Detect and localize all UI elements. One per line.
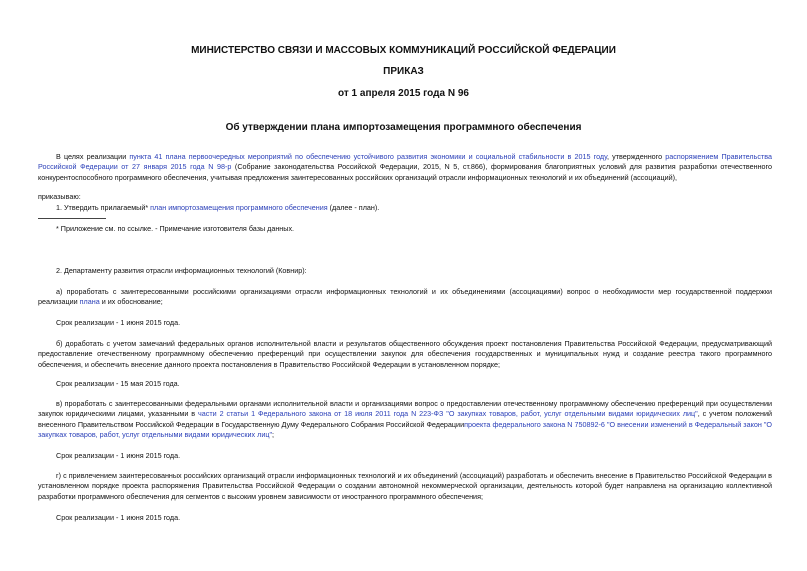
item-v-text-1: в) проработать с заинтересованными федеральными органами исполнительной власти и организациями вопрос о предоставлении отечественному программному обеспечению преференций при осуществлении закупок юридическими лицами, указанными в (38, 399, 772, 419)
item-b-paragraph: б) доработать с учетом замечаний федеральных органов исполнительной власти и результатов общественного обсуждения проект постановления Правительства Российской Федерации, предусматривающий предоставление отечественному программному обеспечению преференций при осуществлении закупок для обеспечения государственных и муниципальных нужд и создание реестра такого программного обеспечения, и обеспечить внесение данного проекта постановления в Правительство Российской Федерации в установленном порядке; (38, 339, 772, 369)
ministry-heading: МИНИСТЕРСТВО СВЯЗИ И МАССОВЫХ КОММУНИКАЦИЙ РОССИЙСКОЙ ФЕДЕРАЦИИ (191, 45, 616, 56)
preamble-paragraph (38, 152, 772, 183)
link-government-order-98r[interactable]: распоряжением Правительства Российской Федерации от 27 января 2015 года N 98-р (38, 152, 772, 172)
preamble-text-2: , утвержденного (606, 152, 666, 161)
footnote-divider (38, 218, 106, 219)
item-v-paragraph (38, 399, 772, 440)
doc-type-heading: ПРИКАЗ (383, 66, 424, 77)
deadline-b: Срок реализации - 15 мая 2015 года. (56, 379, 180, 388)
item-v-text-3: ; (272, 429, 275, 439)
item-a-paragraph (38, 287, 772, 308)
link-federal-law-223fz[interactable]: части 2 статьи 1 Федерального закона от 18 июля 2011 года N 223-ФЗ "О закупках товаров, работ, услуг отдельными видами юридических лиц" (198, 409, 698, 419)
link-plan[interactable]: плана (79, 297, 100, 307)
item-a-text-2: и их обоснование; (99, 297, 163, 307)
preamble-text-3: (Собрание законодательства Российской Федерации, 2015, N 5, ст.866), формирования благоприятных условий для развития разработки отечественного конкурентоспособного программного обеспечения, учитывая предложения заинтересованных российских организаций отрасли информационных технологий и их объединений (ассоциаций), (38, 162, 772, 182)
document-title: Об утверждении плана импортозамещения программного обеспечения (225, 122, 582, 133)
deadline-a: Срок реализации - 1 июня 2015 года. (56, 318, 181, 327)
item-v-text-2: , с учетом положений внесенного Правительством Российской Федерации в Государственную Думу Федерального Собрания Российской Федерации (38, 409, 773, 429)
deadline-g: Срок реализации - 1 июня 2015 года. (56, 513, 181, 522)
item-1 (56, 203, 379, 213)
footnote: * Приложение см. по ссылке. - Примечание изготовителя базы данных. (56, 224, 295, 233)
item-2: 2. Департаменту развития отрасли информационных технологий (Ковнир): (56, 266, 307, 275)
item-g-paragraph: г) с привлечением заинтересованных российских организаций отрасли информационных технологий и их объединений (ассоциаций) разработать и обеспечить внесение в Правительство Российской Федерации в установленном порядке проекта распоряжения Правительства Российской Федерации о создании автономной некоммерческой организации, деятельность которой будет направлена на организацию коллективной разработки программного обеспечения для сегментов с высоким уровнем зависимости от иностранного программного обеспечения; (38, 471, 772, 501)
link-import-substitution-plan[interactable]: план импортозамещения программного обеспечения (150, 203, 328, 212)
link-plan-item-41[interactable]: пункта 41 плана первоочередных мероприятий по обеспечению устойчивого развития экономики и социальной стабильности в 2015 году (129, 152, 607, 161)
link-draft-law-750892-6[interactable]: проекта федерального закона N 750892-6 "О внесении изменений в Федеральный закон "О закупках товаров, работ, услуг отдельными видами юридических лиц" (38, 419, 772, 439)
order-word: приказываю: (38, 192, 81, 201)
preamble-text-1: В целях реализации (56, 152, 130, 161)
item-1-text-2: (далее - план). (327, 203, 380, 212)
deadline-v: Срок реализации - 1 июня 2015 года. (56, 451, 181, 460)
item-1-text-1: 1. Утвердить прилагаемый* (56, 203, 151, 212)
date-number-heading: от 1 апреля 2015 года N 96 (338, 88, 469, 99)
item-a-text-1: а) проработать с заинтересованными российскими организациями отрасли информационных технологий и их объединениями (ассоциациями) вопрос о необходимости мер государственной поддержки реализации (38, 287, 772, 307)
